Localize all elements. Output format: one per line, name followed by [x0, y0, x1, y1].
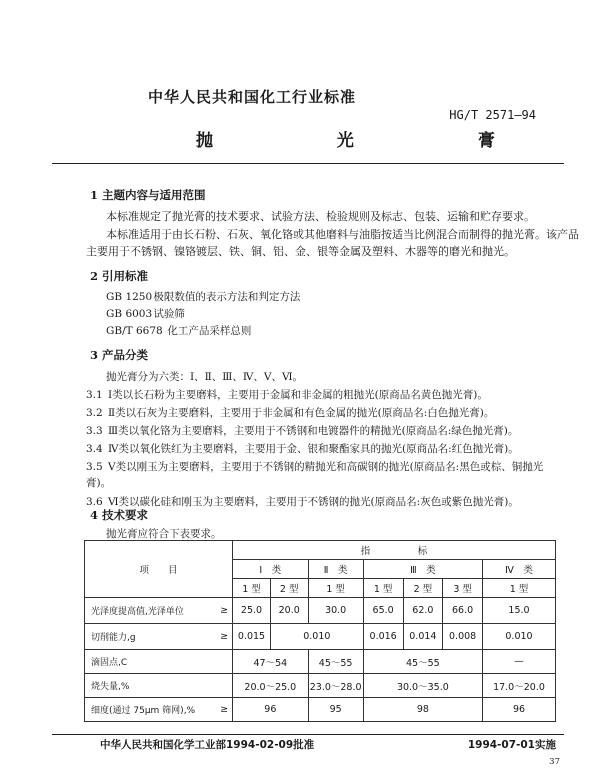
- table-cell: 96: [233, 698, 308, 722]
- table-cell: 15.0: [482, 598, 555, 624]
- type-header: 1 型: [482, 579, 555, 598]
- reference-title: 极限数值的表示方法和判定方法: [153, 291, 301, 303]
- table-cell: 30.0: [308, 598, 363, 624]
- clause-text: Ⅳ类以氧化铁红为主要磨料，主要用于金、银和聚酯家具的抛光(原商品名:红色抛光膏)。: [108, 443, 519, 455]
- table-cell: 20.0～25.0: [233, 674, 308, 698]
- section-3-intro: 抛光膏分为六类：Ⅰ、Ⅱ、Ⅲ、Ⅳ、Ⅴ、Ⅵ。: [106, 371, 304, 383]
- clause-number: 3.6: [86, 496, 103, 508]
- table-row: [85, 650, 556, 674]
- class-item: [86, 423, 518, 438]
- clause-number: 3.4: [86, 443, 103, 455]
- section-1-paragraph-1: 本标准规定了抛光膏的技术要求、试验方法、检验规则及标志、包装、运输和贮存要求。: [106, 210, 535, 223]
- clause-text: Ⅱ类以石灰为主要磨料，主要用于非金属和有色金属的抛光(原商品名:白色抛光膏)。: [108, 407, 495, 419]
- table-cell: 20.0: [270, 598, 308, 624]
- clause-number: 3.2: [86, 407, 103, 419]
- issuing-body: 中华人民共和国化工行业标准: [148, 88, 357, 106]
- ge-symbol: ≥: [214, 598, 232, 624]
- type-header: 3 型: [443, 579, 483, 598]
- ge-symbol: ≥: [214, 698, 232, 722]
- table-cell: 96: [482, 698, 555, 722]
- requirements-table: [84, 540, 556, 722]
- page-title: 抛 光 膏: [196, 131, 535, 151]
- approval-line: 中华人民共和国化学工业部1994-02-09批准: [100, 739, 315, 751]
- reference-item: [106, 323, 251, 338]
- table-cell: 95: [308, 698, 363, 722]
- table-cell: 66.0: [443, 598, 483, 624]
- footer-divider: [52, 734, 564, 735]
- section-1-paragraph-2b: 主要用于不锈钢、镍铬镀层、铁、铜、铝、金、银等金属及塑料、木器等的磨光和抛光。: [86, 245, 515, 258]
- column-header-index: 指 标: [233, 541, 556, 560]
- type-header: 1 型: [233, 579, 271, 598]
- clause-text: 膏)。: [86, 477, 112, 489]
- table-row: [85, 674, 556, 698]
- type-header: 1 型: [308, 579, 363, 598]
- table-cell: 62.0: [403, 598, 443, 624]
- table-cell: 17.0～20.0: [482, 674, 555, 698]
- class-header: Ⅰ 类: [233, 560, 308, 579]
- class-item: [86, 405, 494, 420]
- clause-text: Ⅵ类以碳化硅和刚玉为主要磨料，主要用于不锈钢的抛光(原商品名:灰色或紫色抛光膏)。: [108, 496, 519, 508]
- table-row: [85, 624, 556, 650]
- header-divider: [52, 163, 564, 164]
- clause-number: 3.1: [86, 389, 103, 401]
- class-item: [86, 494, 519, 509]
- clause-text: Ⅰ类以长石粉为主要磨料，主要用于金属和非金属的粗抛光(原商品名黄色抛光膏)。: [108, 389, 488, 401]
- table-cell: 45～55: [363, 650, 482, 674]
- table-cell: 0.016: [363, 624, 403, 650]
- reference-title: 化工产品采样总则: [167, 325, 252, 337]
- table-cell: 47～54: [233, 650, 308, 674]
- clause-text: Ⅴ类以刚玉为主要磨料，主要用于不锈钢的精抛光和高碳钢的抛光(原商品名:黑色或棕、铜抛光: [108, 461, 544, 473]
- table-cell: 25.0: [233, 598, 271, 624]
- table-cell: 0.008: [443, 624, 483, 650]
- table-cell: 30.0～35.0: [363, 674, 482, 698]
- column-header-item: 项 目: [85, 541, 233, 598]
- section-3-heading: 3 产品分类: [90, 348, 149, 362]
- reference-item: [106, 289, 300, 304]
- section-1-heading: 1 主题内容与适用范围: [90, 188, 206, 202]
- clause-number: 3.5: [86, 461, 103, 473]
- clause-text: Ⅲ类以氧化铬为主要磨料，主要用于不锈钢和电镀器件的精抛光(原商品名:绿色抛光膏)。: [108, 425, 519, 437]
- row-label: 滴固点,C: [85, 650, 233, 674]
- table-cell: 0.010: [270, 624, 363, 650]
- type-header: 2 型: [270, 579, 308, 598]
- class-header: Ⅱ 类: [308, 560, 363, 579]
- class-item: [86, 459, 543, 474]
- reference-code: GB 1250: [106, 291, 153, 303]
- row-label: 细度(通过 75μm 筛网),%: [85, 698, 215, 722]
- section-4-intro: 抛光膏应符合下表要求。: [106, 528, 222, 540]
- table-row: [85, 598, 556, 624]
- table-header-row: [85, 541, 556, 560]
- class-header: Ⅳ 类: [482, 560, 555, 579]
- effective-date: 1994-07-01实施: [467, 739, 556, 751]
- page-number: 37: [549, 757, 560, 767]
- table-cell: 0.014: [403, 624, 443, 650]
- table-cell: 98: [363, 698, 482, 722]
- clause-number: 3.3: [86, 425, 103, 437]
- section-4-heading: 4 技术要求: [90, 508, 149, 522]
- type-header: 1 型: [363, 579, 403, 598]
- class-item: [86, 387, 488, 402]
- reference-item: [106, 306, 185, 321]
- table-cell: —: [482, 650, 555, 674]
- class-header: Ⅲ 类: [363, 560, 482, 579]
- row-label: 切削能力,g: [85, 624, 215, 650]
- row-label: 烧失量,%: [85, 674, 233, 698]
- reference-code: GB/T 6678: [106, 325, 163, 337]
- class-item-continuation: [86, 475, 111, 490]
- table-cell: 0.015: [233, 624, 271, 650]
- type-header: 2 型: [403, 579, 443, 598]
- table-row: [85, 698, 556, 722]
- table-cell: 45～55: [308, 650, 363, 674]
- section-1-paragraph-2a: 本标准适用于由长石粉、石灰、氧化铬或其他磨料与油脂按适当比例混合而制得的抛光膏。该产品: [106, 228, 579, 241]
- class-item: [86, 441, 519, 456]
- table-cell: 0.010: [482, 624, 555, 650]
- standard-number: HG/T 2571—94: [449, 108, 536, 122]
- ge-symbol: ≥: [214, 624, 232, 650]
- row-label: 光泽度提高值,光泽单位: [85, 598, 215, 624]
- table-cell: 23.0～28.0: [308, 674, 363, 698]
- reference-title: 试验筛: [153, 308, 185, 320]
- table-cell: 65.0: [363, 598, 403, 624]
- reference-code: GB 6003: [106, 308, 153, 320]
- section-2-heading: 2 引用标准: [90, 269, 149, 283]
